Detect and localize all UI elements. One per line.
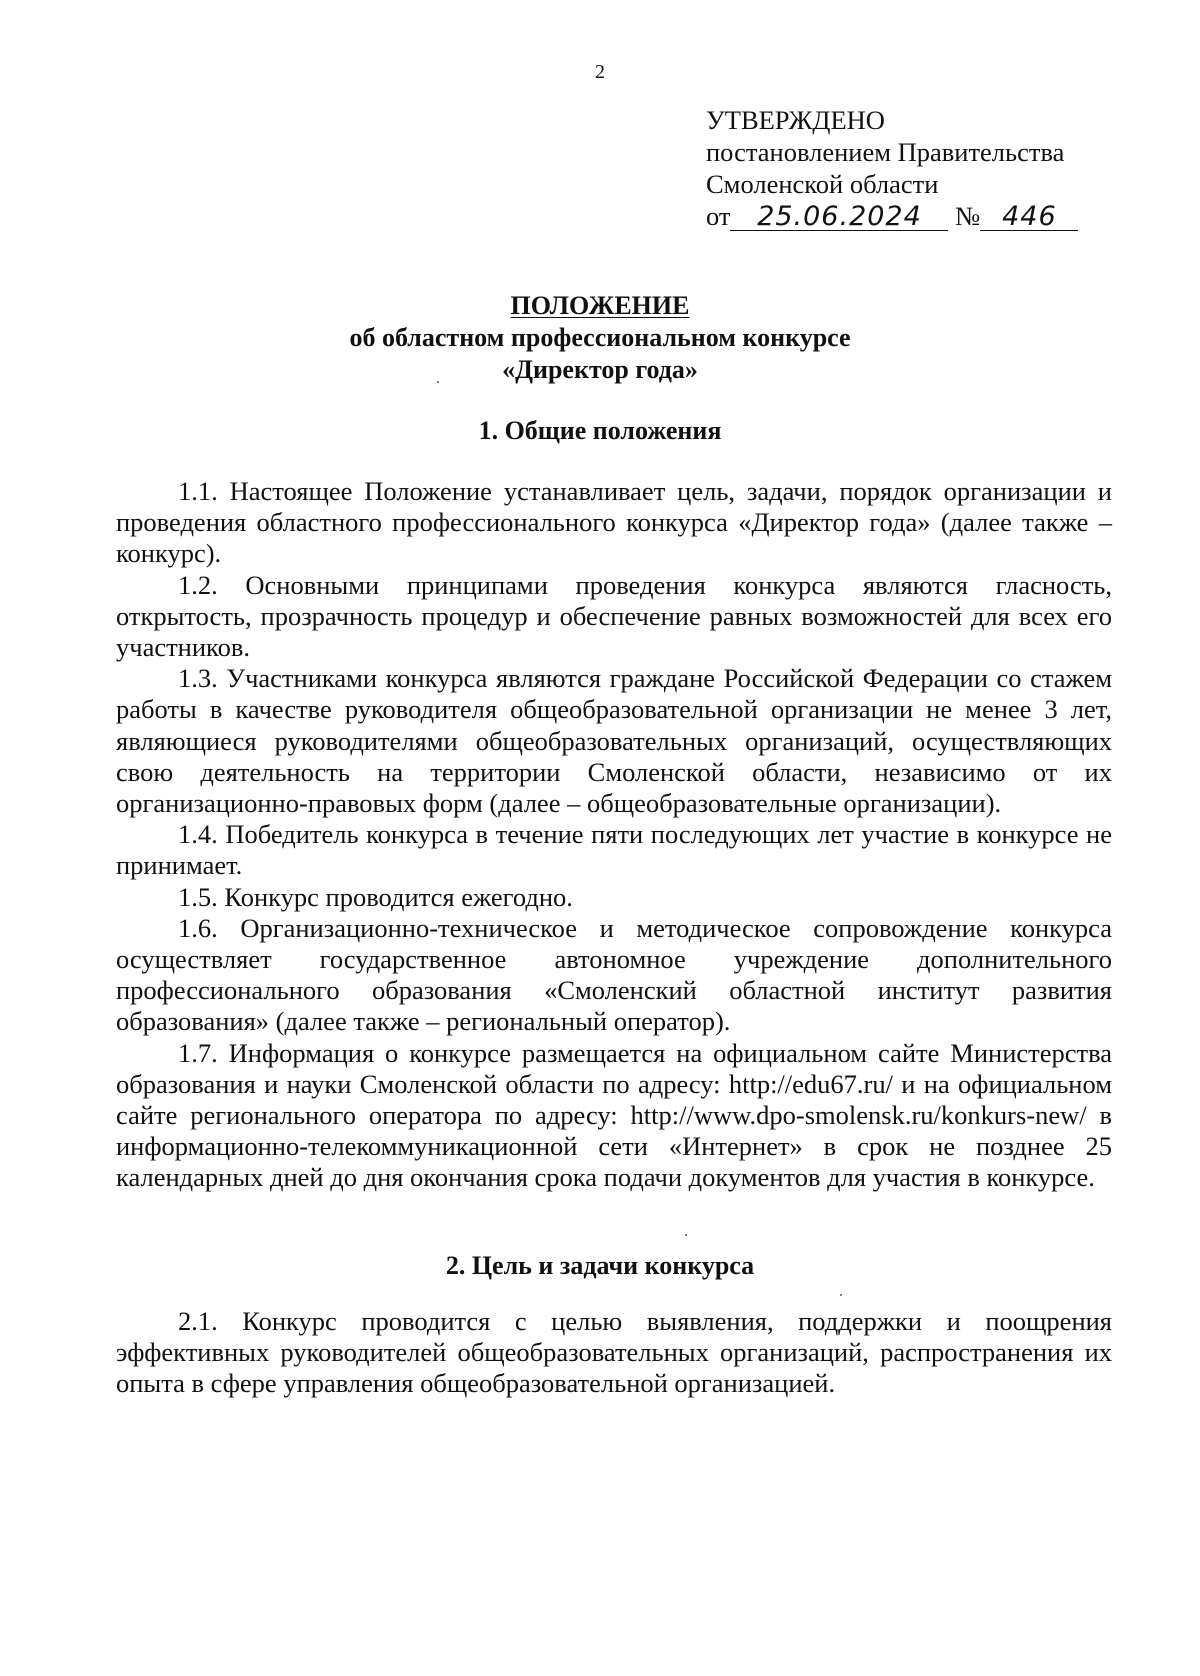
scan-speck [840,1294,842,1296]
title-main: ПОЛОЖЕНИЕ [510,291,690,320]
handwritten-number: 446 [980,204,1078,231]
approval-line-2: Смоленской области [706,169,939,199]
paragraph-1-4: 1.4. Победитель конкурса в течение пяти последующих лет участие в конкурсе не принимает. [116,819,1112,881]
number-prefix: № [955,201,981,231]
document-title [0,290,1200,386]
paragraph-1-3: 1.3. Участниками конкурса являются граждане Российской Федерации со стажем работы в качестве руководителя общеобразовательной организации не менее 3 лет, являющиеся руководителями общеобразовательных организаций, осуществляющих свою деятельность на территории Смоленской области, независимо от их организационно-правовых форм (далее – общеобразовательные организации). [116,663,1112,819]
scan-speck [437,381,439,383]
approval-stamp-block [706,104,1078,232]
page-number: 2 [595,61,605,83]
section-2-heading: 2. Цель и задачи конкурса [445,1251,755,1280]
paragraph-1-1: 1.1. Настоящее Положение устанавливает цель, задачи, порядок организации и проведения областного профессионального конкурса «Директор года» (далее также – конкурс). [116,476,1112,569]
section-2-body [116,1306,1112,1400]
paragraph-1-6: 1.6. Организационно-техническое и методическое сопровождение конкурса осуществляет государственное автономное учреждение дополнительного профессионального образования «Смоленский областной институт развития образования» (далее также – региональный оператор). [116,912,1112,1037]
approval-line-1: постановлением Правительства [706,137,1065,167]
title-subtitle-1: об областном профессиональном конкурсе [349,323,851,352]
paragraph-1-7: 1.7. Информация о конкурсе размещается на официальном сайте Министерства образования и науки Смоленской области по адресу: http://edu67.ru/ и на официальном сайте регионального оператора по адресу: http://www.dpo-smolensk.ru/konkurs-new/ в информационно-телекоммуникационной сети «Интернет» в срок не позднее 25 календарных дней до дня окончания срока подачи документов для участия в конкурсе. [116,1037,1112,1193]
title-subtitle-2: «Директор года» [502,355,698,384]
approval-date-line [706,200,1078,232]
approval-heading: УТВЕРЖДЕНО [706,105,885,135]
paragraph-1-2: 1.2. Основными принципами проведения конкурса являются гласность, открытость, прозрачность процедур и обеспечение равных возможностей для всех его участников. [116,569,1112,663]
date-prefix: от [706,201,731,231]
section-1-body [116,476,1112,1194]
paragraph-2-1: 2.1. Конкурс проводится с целью выявления, поддержки и поощрения эффективных руководителей общеобразовательных организаций, распространения их опыта в сфере управления общеобразовательной организацией. [116,1306,1112,1399]
paragraph-1-5: 1.5. Конкурс проводится ежегодно. [178,881,573,912]
section-1-heading: 1. Общие положения [478,416,722,445]
handwritten-date: 25.06.2024 [730,204,948,231]
scan-speck [685,1234,687,1236]
